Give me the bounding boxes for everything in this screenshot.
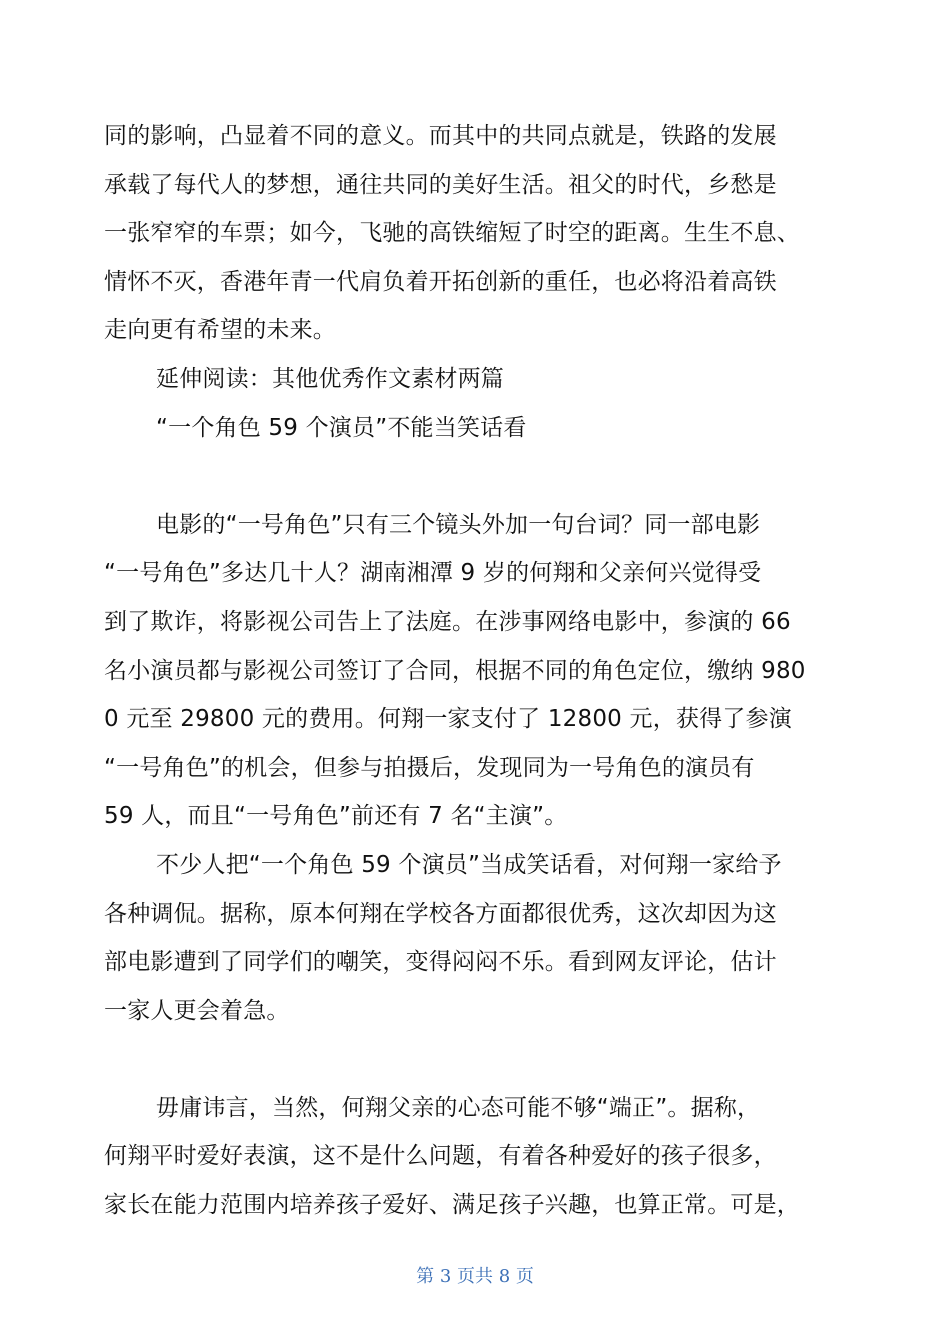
paragraph-4 <box>104 1084 846 1230</box>
text-line: “一号角色”多达几十人？湖南湘潭 9 岁的何翔和父亲何兴觉得受 <box>104 560 762 587</box>
text-line: 名小演员都与影视公司签订了合同，根据不同的角色定位，缴纳 980 <box>104 657 806 684</box>
text-line: 一张窄窄的车票；如今，飞驰的高铁缩短了时空的距离。生生不息、 <box>104 220 800 247</box>
blank-line <box>104 452 846 501</box>
text-line: 59 人，而且“一号角色”前还有 7 名“主演”。 <box>104 803 568 830</box>
text-line: 同的影响，凸显着不同的意义。而其中的共同点就是，铁路的发展 <box>104 123 777 149</box>
text-line: 何翔平时爱好表演，这不是什么问题，有着各种爱好的孩子很多， <box>104 1143 777 1170</box>
document-body <box>104 112 846 1230</box>
text-line: 到了欺诈，将影视公司告上了法庭。在涉事网络电影中，参演的 66 <box>104 608 791 635</box>
extended-reading-heading: 延伸阅读：其他优秀作文素材两篇 <box>156 365 504 392</box>
text-line: 部电影遭到了同学们的嘲笑，变得闷闷不乐。看到网友评论，估计 <box>104 949 777 976</box>
paragraph-1 <box>104 112 846 355</box>
text-line: 走向更有希望的未来。 <box>104 317 336 344</box>
text-line: 0 元至 29800 元的费用。何翔一家支付了 12800 元，获得了参演 <box>104 706 792 733</box>
paragraph-2 <box>104 501 846 841</box>
text-line: “一号角色”的机会，但参与拍摄后，发现同为一号角色的演员有 <box>104 754 755 781</box>
text-line: 家长在能力范围内培养孩子爱好、满足孩子兴趣，也算正常。可是， <box>104 1192 800 1219</box>
text-line: 不少人把“一个角色 59 个演员”当成笑话看，对何翔一家给予 <box>156 851 782 878</box>
blank-line <box>104 1035 846 1084</box>
article-title: “一个角色 59 个演员”不能当笑话看 <box>156 414 527 441</box>
text-line: 情怀不灭，香港年青一代肩负着开拓创新的重任，也必将沿着高铁 <box>104 268 777 295</box>
text-line: 各种调侃。据称，原本何翔在学校各方面都很优秀，这次却因为这 <box>104 900 777 927</box>
text-line: 一家人更会着急。 <box>104 997 290 1024</box>
text-line: 毋庸讳言，当然，何翔父亲的心态可能不够“端正”。据称， <box>156 1094 761 1121</box>
paragraph-3 <box>104 841 846 1035</box>
text-line: 电影的“一号角色”只有三个镜头外加一句台词？同一部电影 <box>156 511 761 538</box>
text-line: 承载了每代人的梦想，通往共同的美好生活。祖父的时代，乡愁是 <box>104 171 777 198</box>
page-number-footer: 第 3 页共 8 页 <box>416 1266 534 1287</box>
